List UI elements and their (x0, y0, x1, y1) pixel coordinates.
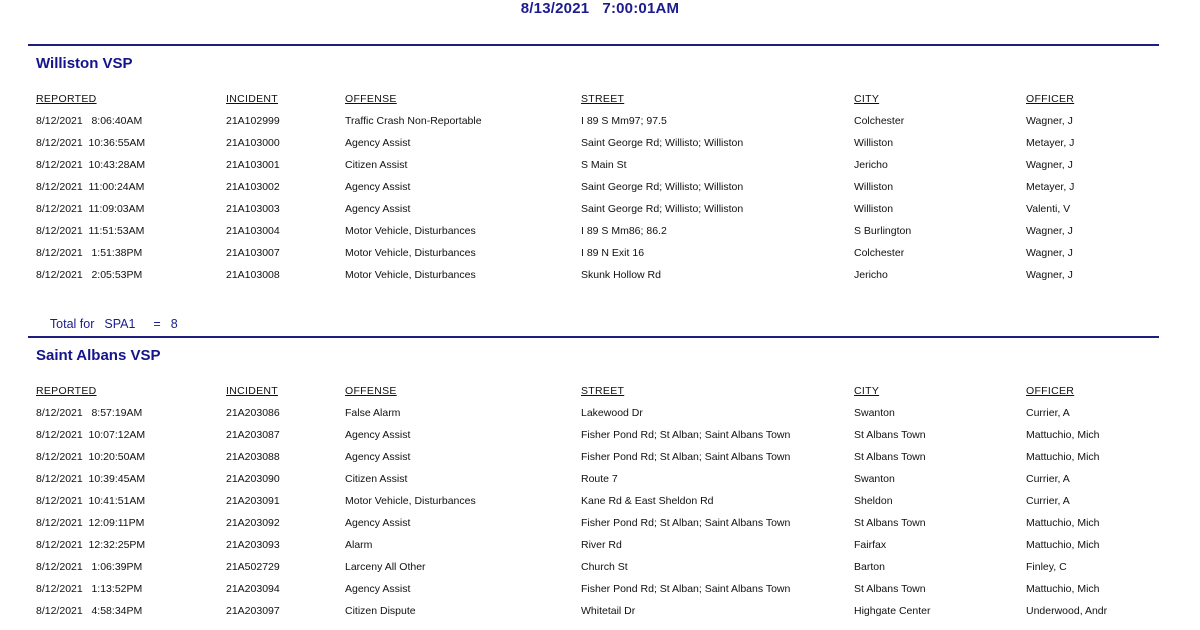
report-datetime: 8/13/2021 7:00:01AM (520, 0, 680, 17)
table-row (28, 583, 1159, 605)
city-cell: Sheldon (854, 495, 893, 507)
reported-cell: 8/12/2021 8:57:19AM (36, 407, 143, 419)
column-header-street: STREET (581, 385, 625, 397)
reported-cell: 8/12/2021 12:09:11PM (36, 517, 145, 529)
city-cell: St Albans Town (854, 451, 926, 463)
offense-cell: Citizen Assist (345, 473, 408, 485)
street-cell: Fisher Pond Rd; St Alban; Saint Albans Town (581, 517, 791, 529)
offense-cell: Agency Assist (345, 583, 411, 595)
offense-cell: Agency Assist (345, 137, 411, 149)
officer-cell: Mattuchio, Mich (1026, 583, 1100, 595)
officer-cell: Mattuchio, Mich (1026, 451, 1100, 463)
street-cell: Skunk Hollow Rd (581, 269, 661, 281)
officer-cell: Mattuchio, Mich (1026, 429, 1100, 441)
column-header-city: CITY (854, 385, 880, 397)
reported-cell: 8/12/2021 11:51:53AM (36, 225, 145, 237)
offense-cell: Traffic Crash Non-Reportable (345, 115, 482, 127)
incident-cell: 21A203093 (226, 539, 280, 551)
officer-cell: Wagner, J (1026, 159, 1073, 171)
offense-cell: Agency Assist (345, 451, 411, 463)
officer-cell: Metayer, J (1026, 137, 1075, 149)
street-cell: Saint George Rd; Willisto; Williston (581, 203, 744, 215)
street-cell: I 89 S Mm97; 97.5 (581, 115, 667, 127)
officer-cell: Finley, C (1026, 561, 1067, 573)
city-cell: Jericho (854, 159, 888, 171)
total-code: SPA1 (104, 317, 136, 331)
incident-cell: 21A103003 (226, 203, 280, 215)
street-cell: Fisher Pond Rd; St Alban; Saint Albans Town (581, 429, 791, 441)
city-cell: Colchester (854, 247, 905, 259)
section-divider (28, 44, 1159, 46)
table-row (28, 137, 1159, 159)
table-row (28, 429, 1159, 451)
incident-cell: 21A203086 (226, 407, 280, 419)
officer-cell: Mattuchio, Mich (1026, 517, 1100, 529)
street-cell: River Rd (581, 539, 622, 551)
table-row (28, 407, 1159, 429)
offense-cell: Citizen Assist (345, 159, 408, 171)
table-row (28, 561, 1159, 583)
offense-cell: Citizen Dispute (345, 605, 416, 617)
city-cell: Colchester (854, 115, 905, 127)
column-header-incident: INCIDENT (226, 385, 278, 397)
table-row (28, 225, 1159, 247)
total-equals: = (153, 317, 161, 331)
officer-cell: Wagner, J (1026, 269, 1073, 281)
reported-cell: 8/12/2021 1:06:39PM (36, 561, 143, 573)
incident-cell: 21A103001 (226, 159, 280, 171)
reported-cell: 8/12/2021 8:06:40AM (36, 115, 143, 127)
street-cell: Kane Rd & East Sheldon Rd (581, 495, 714, 507)
officer-cell: Currier, A (1026, 473, 1070, 485)
column-header-street: STREET (581, 93, 625, 105)
incident-cell: 21A102999 (226, 115, 280, 127)
officer-cell: Wagner, J (1026, 225, 1073, 237)
city-cell: S Burlington (854, 225, 912, 237)
city-cell: Barton (854, 561, 885, 573)
city-cell: Williston (854, 181, 894, 193)
table-row (28, 181, 1159, 203)
incident-cell: 21A103007 (226, 247, 280, 259)
reported-cell: 8/12/2021 10:39:45AM (36, 473, 146, 485)
reported-cell: 8/12/2021 11:09:03AM (36, 203, 145, 215)
officer-cell: Metayer, J (1026, 181, 1075, 193)
offense-cell: Agency Assist (345, 203, 411, 215)
city-cell: Jericho (854, 269, 888, 281)
table-row (28, 159, 1159, 181)
column-header-offense: OFFENSE (345, 93, 397, 105)
table-row (28, 203, 1159, 225)
reported-cell: 8/12/2021 10:36:55AM (36, 137, 146, 149)
table-row (28, 247, 1159, 269)
reported-cell: 8/12/2021 4:58:34PM (36, 605, 143, 617)
street-cell: Church St (581, 561, 628, 573)
street-cell: Route 7 (581, 473, 618, 485)
section-saint-albans (28, 336, 1159, 630)
column-header-officer: OFFICER (1026, 385, 1075, 397)
street-cell: Saint George Rd; Willisto; Williston (581, 181, 744, 193)
city-cell: Fairfax (854, 539, 887, 551)
section-title: Saint Albans VSP (36, 347, 161, 364)
officer-cell: Currier, A (1026, 407, 1070, 419)
street-cell: Fisher Pond Rd; St Alban; Saint Albans Town (581, 583, 791, 595)
offense-cell: Alarm (345, 539, 373, 551)
reported-cell: 8/12/2021 2:05:53PM (36, 269, 143, 281)
city-cell: Williston (854, 137, 894, 149)
incident-cell: 21A203090 (226, 473, 280, 485)
city-cell: Swanton (854, 407, 895, 419)
table-row (28, 517, 1159, 539)
section-williston (28, 44, 1159, 330)
column-header-offense: OFFENSE (345, 385, 397, 397)
reported-cell: 8/12/2021 10:41:51AM (36, 495, 146, 507)
officer-cell: Wagner, J (1026, 115, 1073, 127)
column-headers (28, 385, 1159, 399)
street-cell: S Main St (581, 159, 627, 171)
offense-cell: Motor Vehicle, Disturbances (345, 495, 476, 507)
table-row (28, 605, 1159, 627)
column-header-officer: OFFICER (1026, 93, 1075, 105)
offense-cell: Larceny All Other (345, 561, 426, 573)
city-cell: St Albans Town (854, 429, 926, 441)
table-row (28, 451, 1159, 473)
street-cell: Lakewood Dr (581, 407, 643, 419)
officer-cell: Valenti, V (1026, 203, 1071, 215)
officer-cell: Underwood, Andr (1026, 605, 1108, 617)
reported-cell: 8/12/2021 12:32:25PM (36, 539, 146, 551)
incident-cell: 21A103000 (226, 137, 280, 149)
column-header-reported: REPORTED (36, 385, 97, 397)
reported-cell: 8/12/2021 10:20:50AM (36, 451, 146, 463)
city-cell: St Albans Town (854, 583, 926, 595)
offense-cell: Motor Vehicle, Disturbances (345, 247, 476, 259)
offense-cell: Motor Vehicle, Disturbances (345, 269, 476, 281)
incident-cell: 21A203094 (226, 583, 280, 595)
table-row (28, 495, 1159, 517)
incident-cell: 21A203088 (226, 451, 280, 463)
city-cell: St Albans Town (854, 517, 926, 529)
column-header-incident: INCIDENT (226, 93, 278, 105)
officer-cell: Mattuchio, Mich (1026, 539, 1100, 551)
section-divider (28, 336, 1159, 338)
column-header-reported: REPORTED (36, 93, 97, 105)
incident-cell: 21A203097 (226, 605, 280, 617)
total-label: Total for (49, 317, 95, 331)
table-row (28, 115, 1159, 137)
column-header-city: CITY (854, 93, 880, 105)
city-cell: Williston (854, 203, 894, 215)
offense-cell: Agency Assist (345, 517, 411, 529)
street-cell: Fisher Pond Rd; St Alban; Saint Albans Town (581, 451, 791, 463)
offense-cell: False Alarm (345, 407, 401, 419)
table-row (28, 473, 1159, 495)
incident-cell: 21A103002 (226, 181, 280, 193)
reported-cell: 8/12/2021 10:07:12AM (36, 429, 146, 441)
incident-cell: 21A203092 (226, 517, 280, 529)
reported-cell: 8/12/2021 1:13:52PM (36, 583, 143, 595)
city-cell: Highgate Center (854, 605, 931, 617)
column-headers (28, 93, 1159, 107)
total-count: 8 (170, 317, 178, 331)
table-row (28, 539, 1159, 561)
section-title: Williston VSP (36, 55, 133, 72)
offense-cell: Agency Assist (345, 181, 411, 193)
reported-cell: 8/12/2021 10:43:28AM (36, 159, 146, 171)
table-row (28, 269, 1159, 291)
street-cell: Whitetail Dr (581, 605, 636, 617)
street-cell: I 89 S Mm86; 86.2 (581, 225, 667, 237)
street-cell: Saint George Rd; Willisto; Williston (581, 137, 744, 149)
incident-cell: 21A203091 (226, 495, 280, 507)
city-cell: Swanton (854, 473, 895, 485)
street-cell: I 89 N Exit 16 (581, 247, 645, 259)
officer-cell: Wagner, J (1026, 247, 1073, 259)
offense-cell: Agency Assist (345, 429, 411, 441)
incident-cell: 21A103008 (226, 269, 280, 281)
reported-cell: 8/12/2021 11:00:24AM (36, 181, 145, 193)
incident-cell: 21A203087 (226, 429, 280, 441)
incident-cell: 21A502729 (226, 561, 280, 573)
incident-cell: 21A103004 (226, 225, 280, 237)
officer-cell: Currier, A (1026, 495, 1070, 507)
reported-cell: 8/12/2021 1:51:38PM (36, 247, 143, 259)
offense-cell: Motor Vehicle, Disturbances (345, 225, 476, 237)
